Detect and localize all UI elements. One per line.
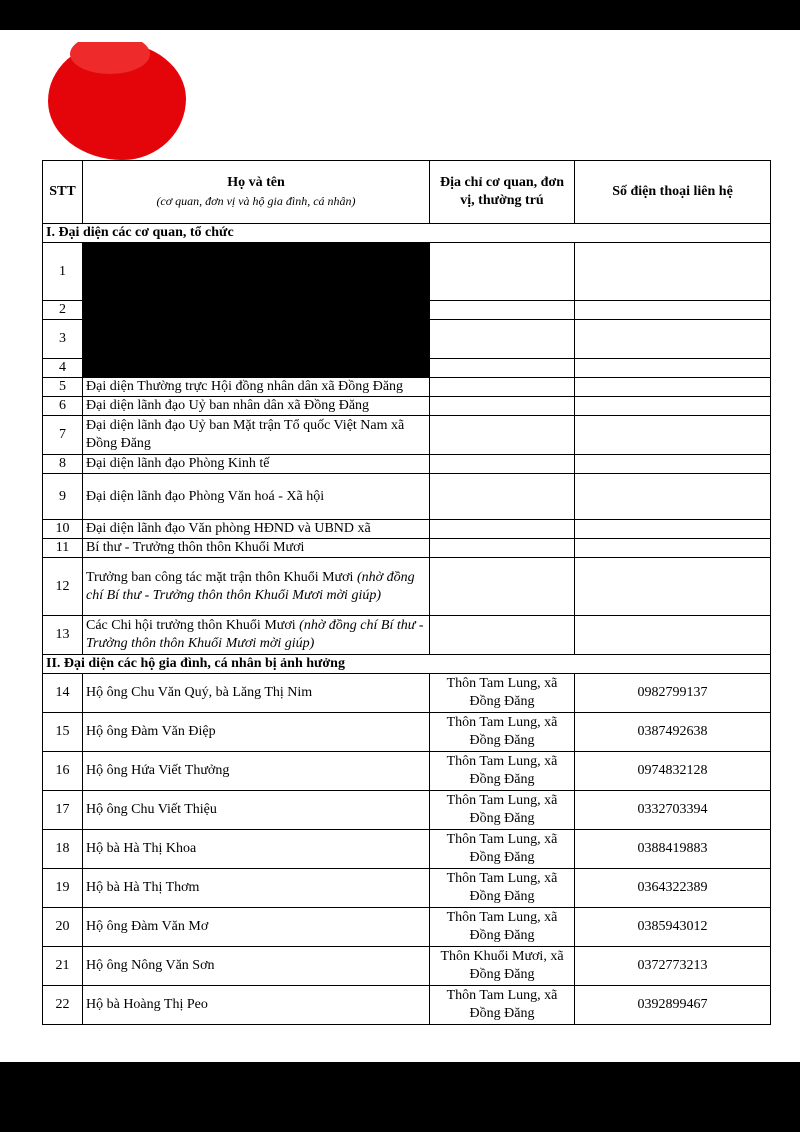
table-row xyxy=(43,674,771,713)
cell-stt: 22 xyxy=(43,986,83,1025)
header-name-label: Họ và tên xyxy=(227,175,285,190)
cell-address xyxy=(430,520,575,539)
cell-stt: 13 xyxy=(43,616,83,655)
cell-name: Đại diện lãnh đạo Phòng Văn hoá - Xã hội xyxy=(83,474,430,520)
section-title-1: I. Đại diện các cơ quan, tổ chức xyxy=(43,224,771,243)
table-row xyxy=(43,378,771,397)
cell-name: Hộ ông Nông Văn Sơn xyxy=(83,947,430,986)
cell-stt: 20 xyxy=(43,908,83,947)
cell-name: Hộ bà Hà Thị Khoa xyxy=(83,830,430,869)
cell-address: Thôn Tam Lung, xã Đồng Đăng xyxy=(430,869,575,908)
table-row xyxy=(43,986,771,1025)
cell-stt: 6 xyxy=(43,397,83,416)
cell-phone xyxy=(575,397,771,416)
cell-phone xyxy=(575,359,771,378)
cell-stt: 5 xyxy=(43,378,83,397)
cell-name: Hộ ông Đàm Văn Mơ xyxy=(83,908,430,947)
name-text: Trưởng ban công tác mặt trận thôn Khuổi Mươi xyxy=(86,569,357,585)
cell-stt: 18 xyxy=(43,830,83,869)
redacted-block xyxy=(83,243,430,378)
cell-stt: 4 xyxy=(43,359,83,378)
cell-address: Thôn Tam Lung, xã Đồng Đăng xyxy=(430,752,575,791)
table-header-row xyxy=(43,161,771,224)
table-row xyxy=(43,416,771,455)
cell-stt: 19 xyxy=(43,869,83,908)
cell-address xyxy=(430,539,575,558)
cell-phone xyxy=(575,243,771,301)
cell-address xyxy=(430,378,575,397)
table-row xyxy=(43,713,771,752)
cell-stt: 10 xyxy=(43,520,83,539)
cell-address xyxy=(430,397,575,416)
cell-phone: 0982799137 xyxy=(575,674,771,713)
cell-address xyxy=(430,359,575,378)
cell-phone: 0387492638 xyxy=(575,713,771,752)
cell-name xyxy=(83,558,430,616)
cell-address: Thôn Tam Lung, xã Đồng Đăng xyxy=(430,986,575,1025)
table-row xyxy=(43,947,771,986)
name-note: (nhờ đồng chí Bí thư - Trưởng thôn thôn Khuổi Mươi mời giúp) xyxy=(86,618,424,651)
cell-address: Thôn Tam Lung, xã Đồng Đăng xyxy=(430,713,575,752)
cell-stt: 12 xyxy=(43,558,83,616)
cell-stt: 8 xyxy=(43,455,83,474)
table-row xyxy=(43,908,771,947)
cell-address: Thôn Khuổi Mươi, xã Đồng Đăng xyxy=(430,947,575,986)
cell-address: Thôn Tam Lung, xã Đồng Đăng xyxy=(430,791,575,830)
cell-address: Thôn Tam Lung, xã Đồng Đăng xyxy=(430,674,575,713)
header-stt: STT xyxy=(43,161,83,224)
cell-address xyxy=(430,558,575,616)
cell-phone: 0974832128 xyxy=(575,752,771,791)
cell-phone xyxy=(575,539,771,558)
cell-address xyxy=(430,616,575,655)
cell-phone xyxy=(575,378,771,397)
participants-table xyxy=(42,160,771,1025)
cell-phone: 0392899467 xyxy=(575,986,771,1025)
red-seal-stamp xyxy=(48,42,186,160)
name-note: (nhờ đồng chí Bí thư - Trưởng thôn thôn Khuổi Mươi mời giúp) xyxy=(86,569,415,603)
header-name-sub: (cơ quan, đơn vị và hộ gia đình, cá nhân) xyxy=(156,194,356,208)
table-row xyxy=(43,474,771,520)
cell-address: Thôn Tam Lung, xã Đồng Đăng xyxy=(430,830,575,869)
document-page xyxy=(0,30,800,1062)
cell-address: Thôn Tam Lung, xã Đồng Đăng xyxy=(430,908,575,947)
cell-phone: 0372773213 xyxy=(575,947,771,986)
cell-phone xyxy=(575,416,771,455)
cell-stt: 16 xyxy=(43,752,83,791)
table-row xyxy=(43,869,771,908)
cell-stt: 1 xyxy=(43,243,83,301)
cell-phone xyxy=(575,301,771,320)
cell-name: Hộ ông Chu Viết Thiệu xyxy=(83,791,430,830)
table-row xyxy=(43,830,771,869)
cell-name: Đại diện lãnh đạo Uỷ ban Mặt trận Tổ quốc Việt Nam xã Đồng Đăng xyxy=(83,416,430,455)
cell-address xyxy=(430,243,575,301)
table-row xyxy=(43,397,771,416)
cell-name: Hộ bà Hà Thị Thơm xyxy=(83,869,430,908)
cell-name: Đại diện Thường trực Hội đồng nhân dân xã Đồng Đăng xyxy=(83,378,430,397)
section-row xyxy=(43,655,771,674)
table-row xyxy=(43,791,771,830)
cell-phone: 0385943012 xyxy=(575,908,771,947)
cell-phone xyxy=(575,320,771,359)
cell-stt: 3 xyxy=(43,320,83,359)
header-name xyxy=(83,161,430,224)
cell-address xyxy=(430,455,575,474)
table-row xyxy=(43,558,771,616)
cell-phone xyxy=(575,474,771,520)
section-title-2: II. Đại diện các hộ gia đình, cá nhân bị ảnh hưởng xyxy=(43,655,771,674)
header-address: Địa chỉ cơ quan, đơn vị, thường trú xyxy=(430,161,575,224)
cell-stt: 2 xyxy=(43,301,83,320)
table-row xyxy=(43,455,771,474)
cell-name xyxy=(83,616,430,655)
cell-name: Bí thư - Trưởng thôn thôn Khuổi Mươi xyxy=(83,539,430,558)
cell-address xyxy=(430,416,575,455)
cell-stt: 14 xyxy=(43,674,83,713)
cell-phone: 0388419883 xyxy=(575,830,771,869)
cell-phone xyxy=(575,455,771,474)
cell-stt: 21 xyxy=(43,947,83,986)
cell-address xyxy=(430,320,575,359)
cell-name: Đại diện lãnh đạo Uỷ ban nhân dân xã Đồng Đăng xyxy=(83,397,430,416)
cell-name: Hộ ông Hứa Viết Thưởng xyxy=(83,752,430,791)
header-phone: Số điện thoại liên hệ xyxy=(575,161,771,224)
table-row xyxy=(43,616,771,655)
cell-name: Đại diện lãnh đạo Phòng Kinh tế xyxy=(83,455,430,474)
cell-phone: 0364322389 xyxy=(575,869,771,908)
table-row xyxy=(43,243,771,301)
table-row xyxy=(43,752,771,791)
cell-phone xyxy=(575,616,771,655)
cell-phone: 0332703394 xyxy=(575,791,771,830)
cell-name: Hộ ông Đàm Văn Điệp xyxy=(83,713,430,752)
cell-address xyxy=(430,301,575,320)
cell-name: Hộ bà Hoàng Thị Peo xyxy=(83,986,430,1025)
table-row xyxy=(43,539,771,558)
cell-stt: 7 xyxy=(43,416,83,455)
cell-stt: 11 xyxy=(43,539,83,558)
section-row xyxy=(43,224,771,243)
cell-stt: 15 xyxy=(43,713,83,752)
cell-phone xyxy=(575,520,771,539)
cell-phone xyxy=(575,558,771,616)
cell-name: Đại diện lãnh đạo Văn phòng HĐND và UBND xã xyxy=(83,520,430,539)
cell-name: Hộ ông Chu Văn Quý, bà Lăng Thị Nim xyxy=(83,674,430,713)
table-row xyxy=(43,520,771,539)
cell-stt: 9 xyxy=(43,474,83,520)
name-text: Các Chi hội trưởng thôn Khuổi Mươi xyxy=(86,618,300,633)
cell-address xyxy=(430,474,575,520)
cell-stt: 17 xyxy=(43,791,83,830)
